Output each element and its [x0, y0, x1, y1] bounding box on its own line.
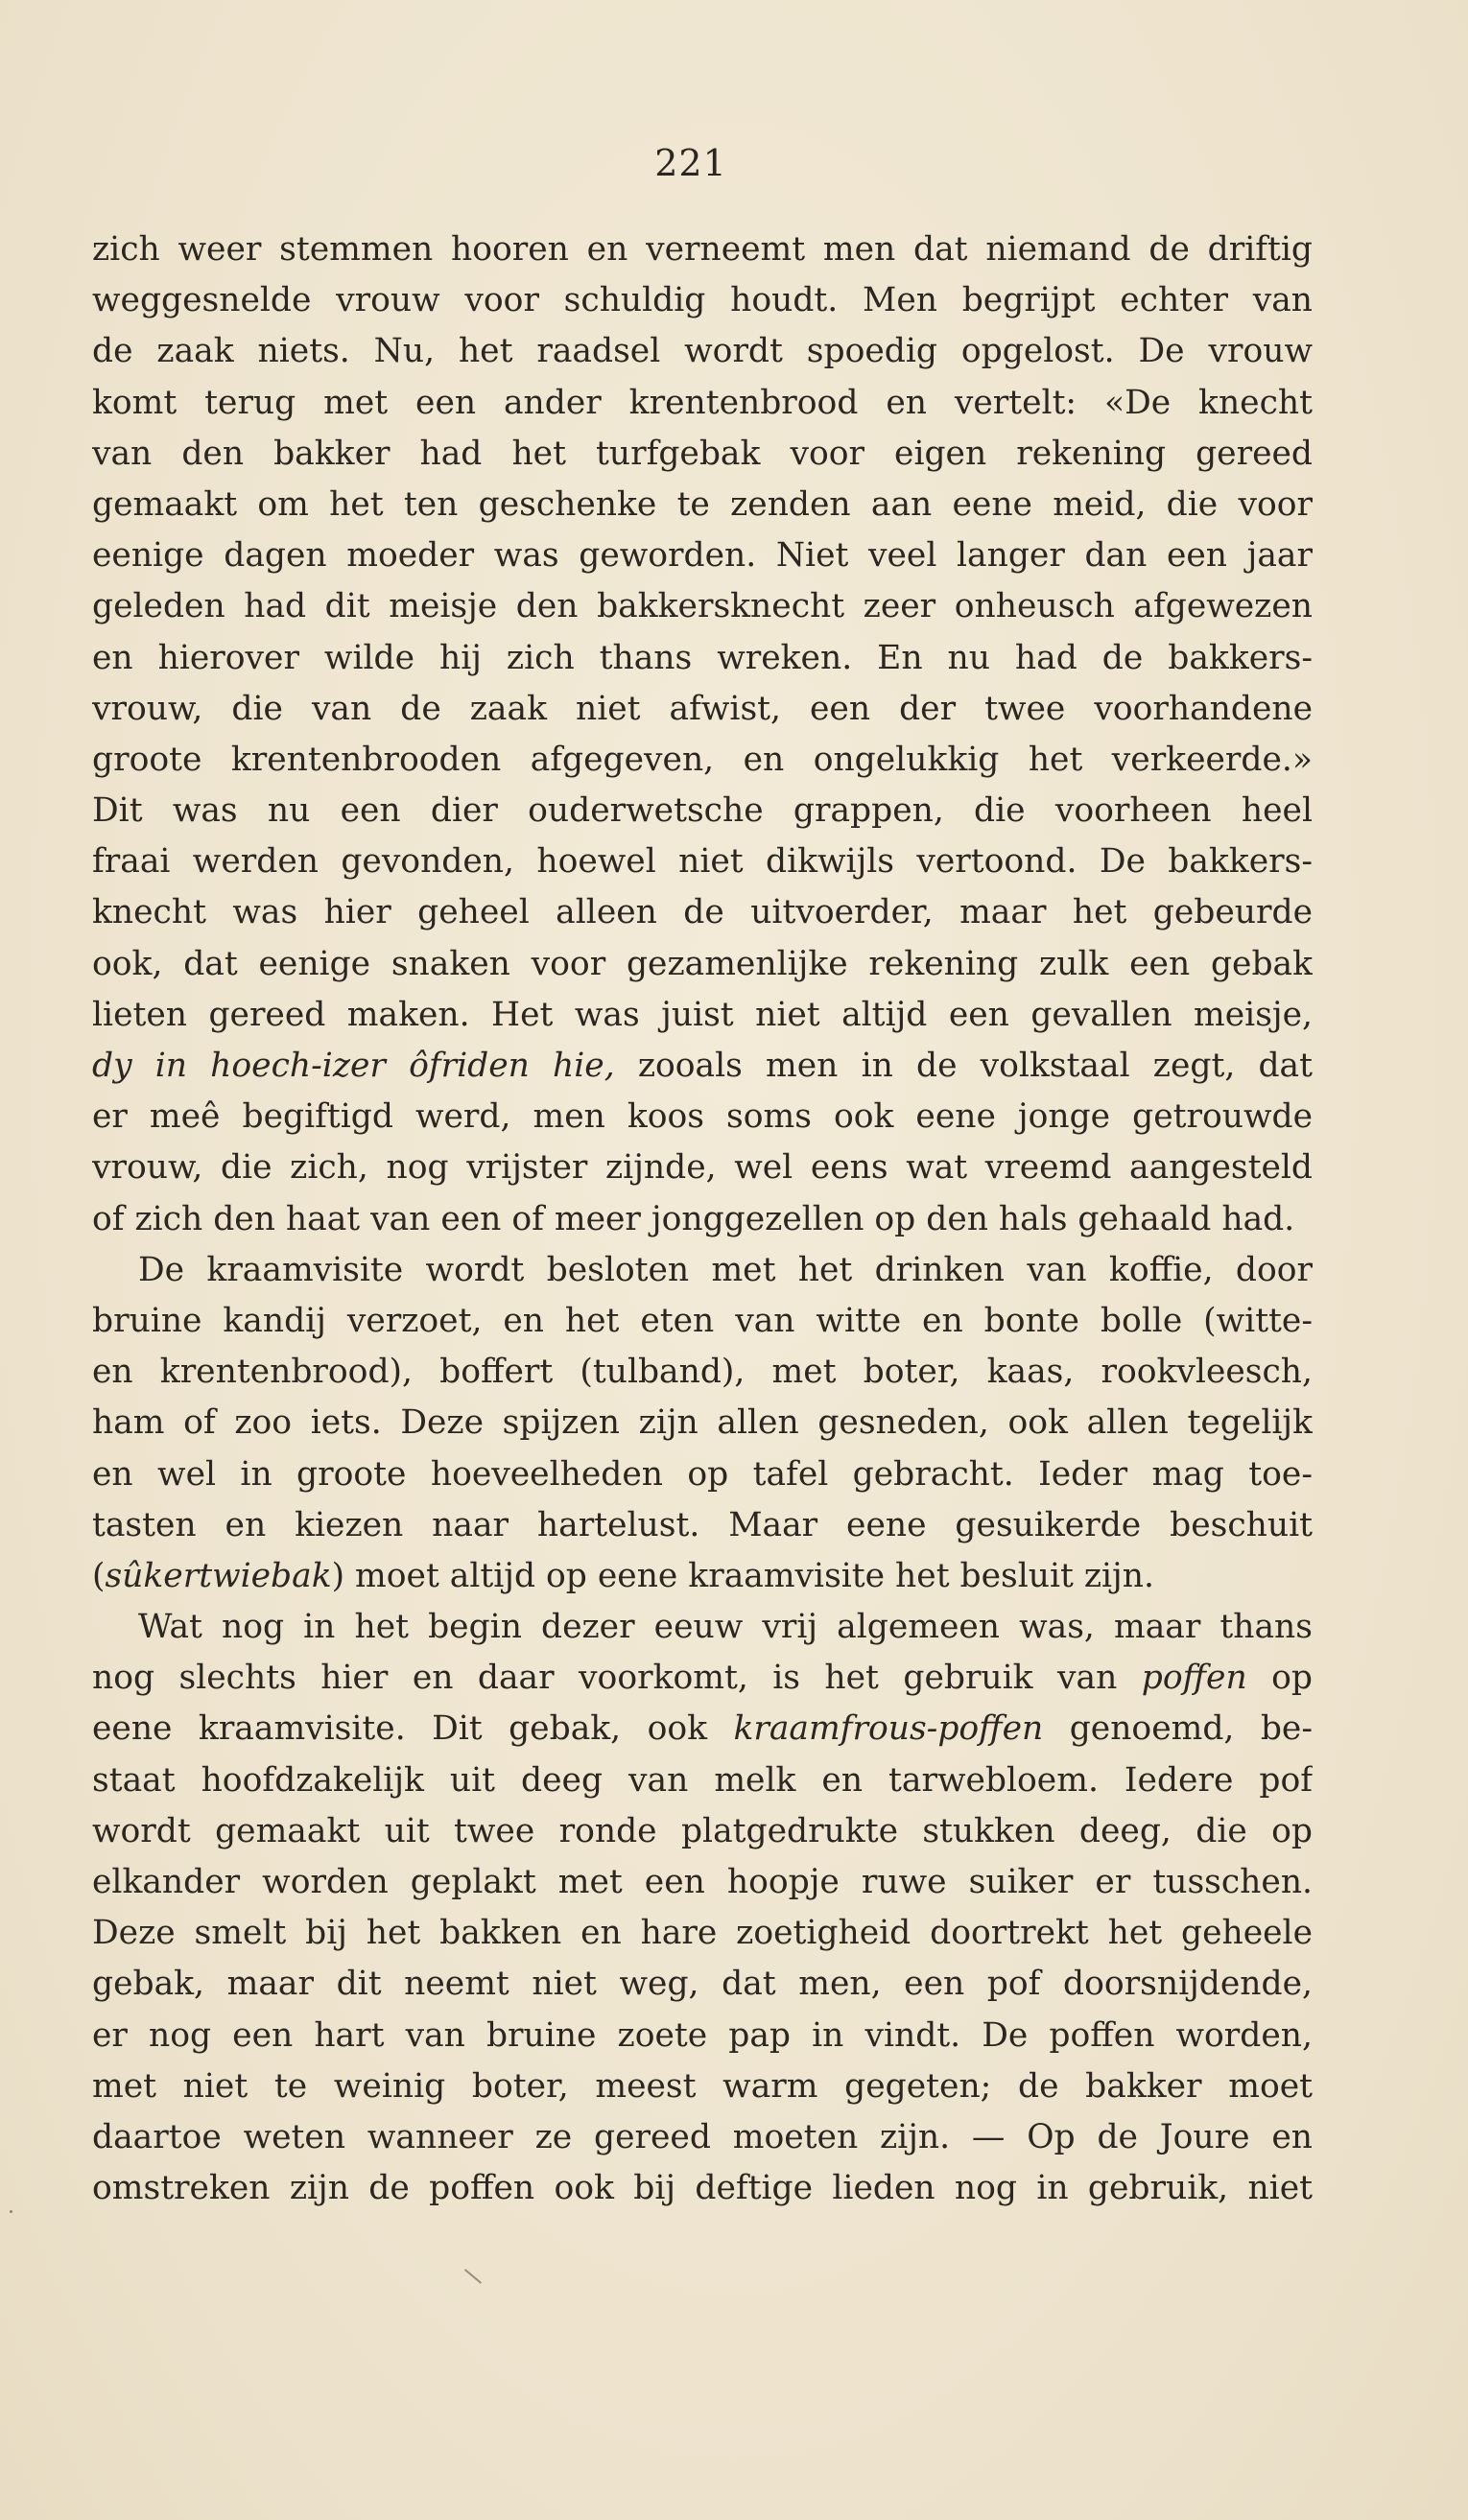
text-line	[92, 480, 1313, 530]
text-segment: op	[1246, 1659, 1313, 1698]
text-segment: komt terug met een ander krentenbrood en vertelt: «De knecht	[92, 383, 1313, 422]
text-line	[92, 1347, 1313, 1398]
text-segment: vrouw, die zich, nog vrijster zijnde, wel eens wat vreemd aangesteld	[92, 1148, 1313, 1188]
text-line	[92, 1449, 1313, 1500]
text-segment: er nog een hart van bruine zoete pap in vindt. De poffen worden,	[92, 2015, 1313, 2055]
text-segment: gebak, maar dit neemt niet weg, dat men, een pof doorsnijdende,	[92, 1965, 1313, 2004]
text-line	[92, 836, 1313, 887]
text-segment: eene kraamvisite. Dit gebak, ook	[92, 1709, 734, 1749]
text-line	[92, 378, 1313, 429]
text-segment: vrouw, die van de zaak niet afwist, een der twee voorhandene	[92, 689, 1313, 728]
text-segment: staat hoofdzakelijk uit deeg van melk en tarwebloem. Iedere pof	[92, 1760, 1313, 1800]
text-line	[92, 1908, 1313, 1959]
text-line	[92, 1704, 1313, 1755]
text-line	[92, 1245, 1313, 1296]
italic-segment: dy in hoech-izer ôfriden hie,	[92, 1047, 615, 1085]
text-segment: bruine kandij verzoet, en het eten van witte en bonte bolle (witte-	[92, 1301, 1313, 1340]
text-segment: wordt gemaakt uit twee ronde platgedrukte stukken deeg, die op	[92, 1811, 1313, 1850]
text-line	[92, 1092, 1313, 1142]
text-segment: knecht was hier geheel alleen de uitvoerder, maar het gebeurde	[92, 893, 1313, 932]
text-line	[92, 735, 1313, 786]
text-segment: ) moet altijd op eene kraamvisite het besluit zijn.	[331, 1556, 1154, 1595]
text-segment: fraai werden gevonden, hoewel niet dikwijls vertoond. De bakkers-	[92, 842, 1313, 882]
italic-segment: sûkertwiebak	[105, 1556, 332, 1595]
text-line	[92, 2011, 1313, 2061]
text-segment: zich weer stemmen hooren en verneemt men dat niemand de driftig	[92, 230, 1313, 269]
text-segment: eenige dagen moeder was geworden. Niet veel langer dan een jaar	[92, 536, 1313, 576]
text-line	[92, 990, 1313, 1041]
text-segment: groote krentenbrooden afgegeven, en ongelukkig het verkeerde.»	[92, 740, 1313, 779]
text-segment: ook, dat eenige snaken voor gezamenlijke rekening zulk een gebak	[92, 944, 1313, 983]
text-line	[92, 1806, 1313, 1857]
text-line	[92, 429, 1313, 480]
text-line	[92, 939, 1313, 990]
text-segment: Wat nog in het begin dezer eeuw vrij algemeen was, maar thans	[138, 1608, 1313, 1647]
text-line	[92, 224, 1313, 275]
pencil-mark	[464, 2269, 482, 2284]
text-line	[92, 1959, 1313, 2010]
text-segment: daartoe weten wanneer ze gereed moeten zijn. — Op de Joure en	[92, 2117, 1313, 2156]
text-line	[92, 581, 1313, 632]
text-line	[92, 786, 1313, 836]
text-segment: met niet te weinig boter, meest warm gegeten; de bakker moet	[92, 2066, 1313, 2106]
text-segment: elkander worden geplakt met een hoopje ruwe suiker er tusschen.	[92, 1863, 1313, 1901]
text-segment: van den bakker had het turfgebak voor eigen rekening gereed	[92, 434, 1313, 473]
text-segment: geleden had dit meisje den bakkersknecht zeer onheusch afgewezen	[92, 587, 1313, 626]
text-line	[92, 1142, 1313, 1193]
text-segment: omstreken zijn de poffen ook bij deftige lieden nog in gebruik, niet	[92, 2169, 1313, 2208]
body-text	[92, 224, 1313, 2214]
text-line	[92, 2163, 1313, 2214]
text-line	[92, 2061, 1313, 2112]
text-line	[92, 326, 1313, 377]
text-segment: tasten en kiezen naar hartelust. Maar eene gesuikerde beschuit	[92, 1505, 1313, 1544]
text-segment: gemaakt om het ten geschenke te zenden aan eene meid, die voor	[92, 484, 1313, 524]
text-line	[92, 275, 1313, 326]
text-line	[92, 1041, 1313, 1092]
text-line	[92, 633, 1313, 684]
text-line	[92, 2112, 1313, 2163]
text-segment: en krentenbrood), boffert (tulband), met boter, kaas, rookvleesch,	[92, 1353, 1313, 1392]
text-segment: er meê begiftigd werd, men koos soms ook eene jonge getrouwde	[92, 1097, 1313, 1137]
text-segment: lieten gereed maken. Het was juist niet altijd een gevallen meisje,	[92, 995, 1313, 1034]
text-segment: de zaak niets. Nu, het raadsel wordt spoedig opgelost. De vrouw	[92, 332, 1313, 371]
text-segment: zooals men in de volkstaal zegt, dat	[614, 1047, 1313, 1085]
page-number: 221	[654, 142, 727, 184]
text-segment: ham of zoo iets. Deze spijzen zijn allen gesneden, ook allen tegelijk	[92, 1403, 1313, 1443]
text-line	[92, 1398, 1313, 1448]
text-segment: genoemd, be-	[1043, 1709, 1313, 1749]
margin-speck	[10, 2210, 12, 2213]
text-segment: weggesnelde vrouw voor schuldig houdt. Men begrijpt echter van	[92, 281, 1313, 320]
text-line	[92, 1194, 1313, 1245]
text-segment: (	[92, 1556, 106, 1595]
text-line	[92, 530, 1313, 581]
text-segment: en wel in groote hoeveelheden op tafel gebracht. Ieder mag toe-	[92, 1454, 1313, 1494]
text-line	[92, 1551, 1313, 1602]
text-segment: nog slechts hier en daar voorkomt, is het gebruik van	[92, 1659, 1142, 1698]
italic-segment: kraamfrous-poffen	[733, 1709, 1044, 1749]
text-line	[92, 684, 1313, 735]
text-segment: Dit was nu een dier ouderwetsche grappen, die voorheen heel	[92, 791, 1313, 831]
text-line	[92, 1602, 1313, 1653]
text-line	[92, 1500, 1313, 1551]
text-segment: en hierover wilde hij zich thans wreken. En nu had de bakkers-	[92, 638, 1313, 677]
text-line	[92, 1296, 1313, 1347]
text-segment: De kraamvisite wordt besloten met het drinken van koffie, door	[138, 1250, 1313, 1289]
text-segment: Deze smelt bij het bakken en hare zoetigheid doortrekt het geheele	[92, 1914, 1313, 1953]
text-line	[92, 1857, 1313, 1908]
text-segment: of zich den haat van een of meer jonggezellen op den hals gehaald had.	[92, 1199, 1295, 1238]
italic-segment: poffen	[1141, 1659, 1247, 1698]
text-line	[92, 887, 1313, 938]
text-line	[92, 1755, 1313, 1806]
text-line	[92, 1653, 1313, 1704]
